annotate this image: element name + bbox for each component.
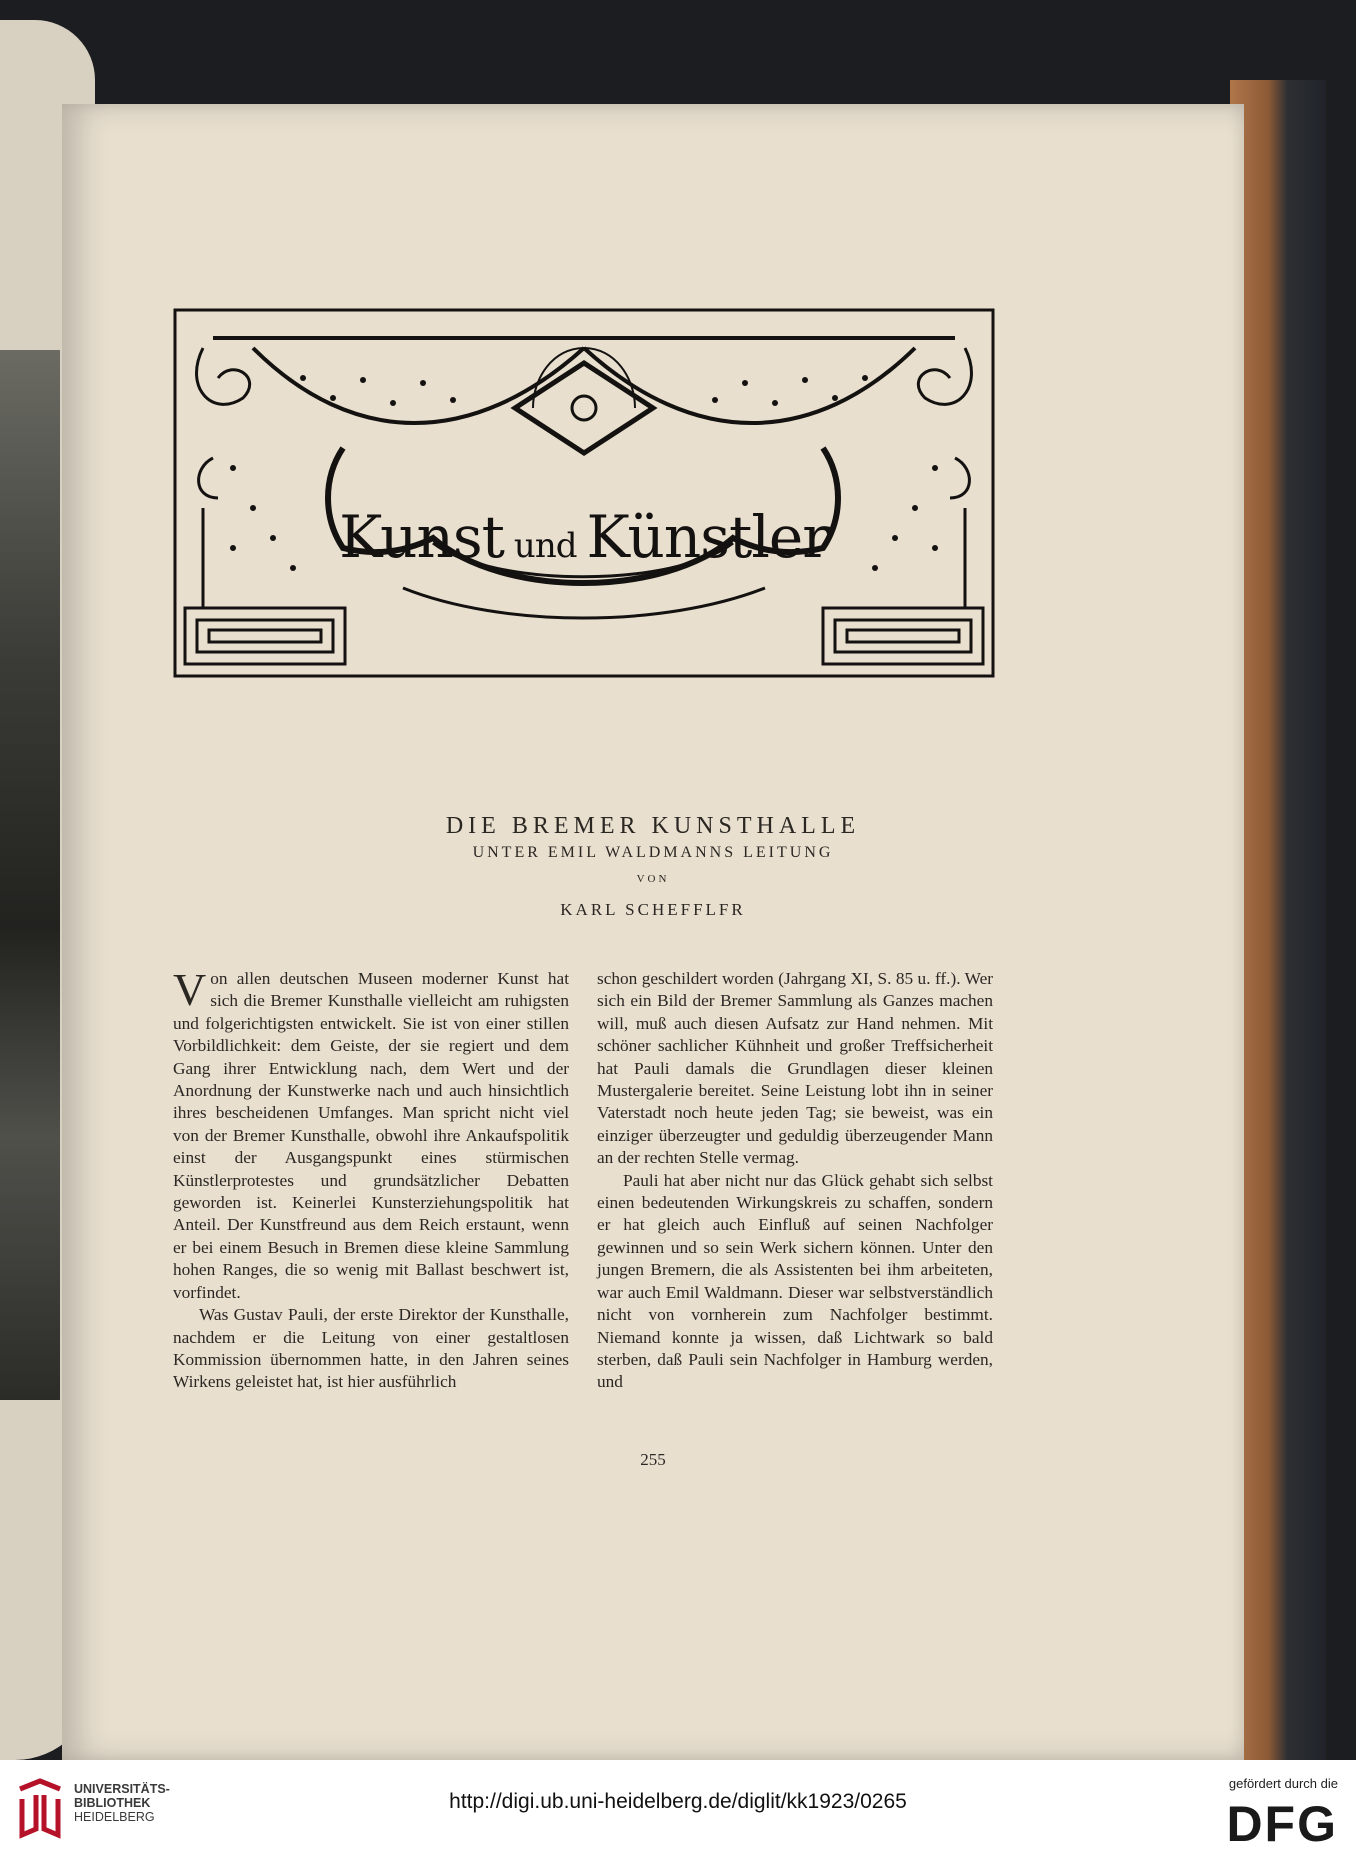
banner-ornament [173,308,995,678]
page-number: 255 [640,1450,666,1469]
funding-label: gefördert durch die [1228,1776,1338,1791]
footer-bar [0,1760,1356,1857]
banner-title [173,503,995,571]
paragraph-text: on allen deutschen Museen moderner Kunst hat sich die Bremer Kunsthalle vielleicht am ruhigsten und folgerichtigsten entwickelt. Sie ist von einer stillen Vorbildlichkeit: dem Geiste, der sie regiert und dem Gang ihrer Entwicklung nach, dem Wert und der Anordnung der Kunstwerke nach und auch hinsichtlich ihres bescheidenen Umfanges. Man spricht nicht viel von der Bremer Kunsthalle, obwohl ihre Ankaufspolitik einst der Ausgangspunkt eines stürmischen Künstlerprotestes und grundsätzlicher Debatten geworden ist. Keinerlei Kunsterziehungspolitik hat Anteil. Der Kunstfreund aus dem Reich erstaunt, wenn er bei einem Besuch in Bremen diese kleine Sammlung hohen Ranges, die so wenig mit Ballast beschwert ist, vorfindet. [173,969,569,1302]
article-author: KARL SCHEFFLFR [560,900,746,919]
text-column-right [597,968,993,1394]
article-subtitle: UNTER EMIL WALDMANNS LEITUNG [472,844,834,861]
dfg-logo[interactable]: DFG [1226,1796,1338,1852]
library-name-line: HEIDELBERG [74,1810,155,1824]
paragraph: Was Gustav Pauli, der erste Direktor der Kunsthalle, nachdem er die Leitung von einer gestaltlosen Kommission übernommen hatte, in den Jahren seines Wirkens geleistet hat, ist hier ausführlich [173,1305,569,1392]
library-name-line: BIBLIOTHEK [74,1796,151,1810]
left-page-photo [0,350,60,1400]
paragraph: schon geschildert worden (Jahrgang XI, S. 85 u. ff.). Wer sich ein Bild der Bremer Sammlung als Ganzes machen will, muß auch diesen Aufsatz zur Hand nehmen. Mit schöner sachlicher Kühnheit und großer Treffsicherheit hat Pauli damals die Grundlagen dieser kleinen Mustergalerie bereitet. Seine Leistung lobt ihn in seiner Vaterstadt noch heute jeden Tag; sie beweist, was ein einziger überzeugter und geduldig überzeugender Mann an der rechten Stelle vermag. [597,969,993,1168]
library-name-line: UNIVERSITÄTS- [74,1782,170,1796]
permalink-url[interactable]: http://digi.ub.uni-heidelberg.de/diglit/kk1923/0265 [449,1790,907,1813]
text-column-left [173,964,569,1394]
byline-von: VON [636,873,670,885]
ornamental-banner [173,308,995,678]
paragraph: Pauli hat aber nicht nur das Glück gehabt sich selbst einen bedeutenden Wirkungskreis zu schaffen, sondern er hat gleich auch Einfluß auf seinen Nachfolger gewinnen und so sein Werk sichern können. Unter den jungen Bremern, die als Assistenten bei ihm arbeiteten, war auch Emil Waldmann. Dieser war selbstverständlich nicht von vornherein zum Nachfolger bestimmt. Niemand konnte ja wissen, daß Lichtwark so bald sterben, daß Pauli sein Nachfolger in Hamburg werden, und [597,1170,993,1392]
paragraph [173,964,569,1304]
banner-title-conjunction: und [513,526,577,566]
banner-title-word-1: Kunst [339,503,504,571]
article-title: DIE BREMER KUNSTHALLE [445,813,861,839]
banner-title-word-2: Künstler [586,503,829,571]
drop-cap: V [173,964,207,1015]
book-cover-edge [1230,80,1326,1760]
